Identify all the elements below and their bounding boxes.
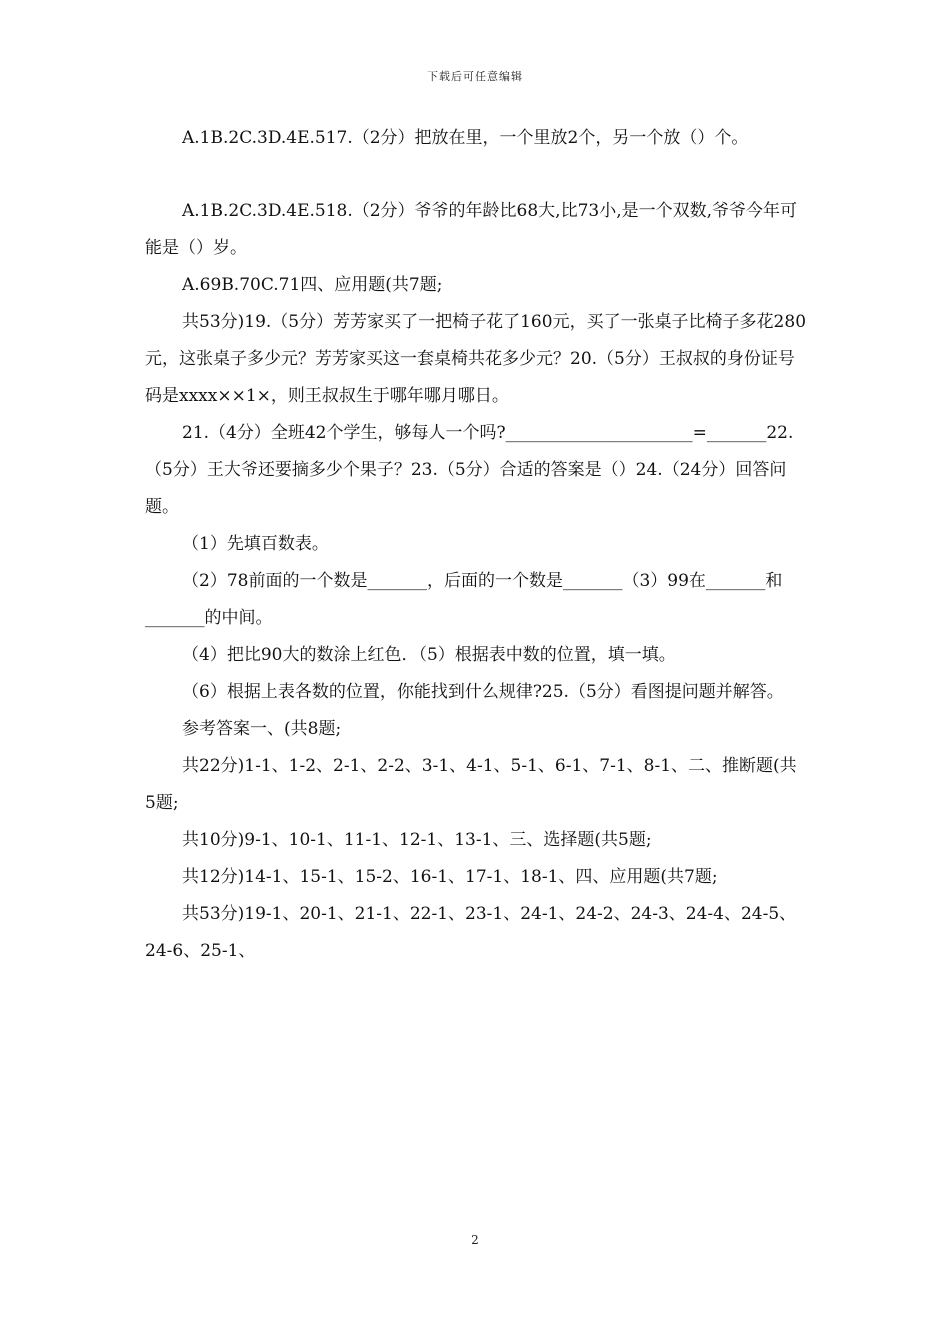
paragraph-q24-part6-q25: （6）根据上表各数的位置，你能找到什么规律?25.（5分）看图提问题并解答。 [182,682,784,702]
paragraph-answer-key-title: 参考答案一、(共8题; [182,719,342,739]
paragraph-q17-options: A.1B.2C.3D.4E.517.（2分）把放在里，一个里放2个，另一个放（）个。 [182,128,749,148]
paragraph-q18: A.1B.2C.3D.4E.518.（2分）爷爷的年龄比68大,比73小,是一个双数,爷爷今年可能是（）岁。 [145,201,798,258]
paragraph-q19-q20: 共53分)19.（5分）芳芳家买了一把椅子花了160元，买了一张桌子比椅子多花280元，这张桌子多少元？芳芳家买这一套桌椅共花多少元？20.（5分）王叔叔的身份证号码是xxxx××1×，则王叔叔生于哪年哪月哪日。 [145,312,807,406]
paragraph-answer-key-section1: 共22分)1-1、1-2、2-1、2-2、3-1、4-1、5-1、6-1、7-1、8-1、二、推断题(共5题; [145,756,797,813]
paragraph-answer-key-section2: 共10分)9-1、10-1、11-1、12-1、13-1、三、选择题(共5题; [182,830,652,850]
paragraph-q18-options: A.69B.70C.71四、应用题(共7题; [182,275,443,295]
paragraph-q24-part2-3: （2）78前面的一个数是_______，后面的一个数是_______（3）99在_______和_______的中间。 [145,571,783,628]
paragraph-q21-q24: 21.（4分）全班42个学生，够每人一个吗?______________________=_______22.（5分）王大爷还要摘多少个果子？23.（5分）合适的答案是（）24.（24分）回答问题。 [145,423,794,517]
page-number: 2 [471,1233,479,1247]
paragraph-q24-part4-5: （4）把比90大的数涂上红色．（5）根据表中数的位置，填一填。 [182,645,676,665]
paragraph-q24-part1: （1）先填百数表。 [182,534,329,554]
paragraph-answer-key-section4: 共53分)19-1、20-1、21-1、22-1、23-1、24-1、24-2、24-3、24-4、24-5、24-6、25-1、 [145,904,797,961]
page-header: 下载后可任意编辑 [427,70,523,83]
paragraph-spacer [145,157,807,193]
document-body [145,120,807,970]
paragraph-answer-key-section3: 共12分)14-1、15-1、15-2、16-1、17-1、18-1、四、应用题(共7题; [182,867,718,887]
